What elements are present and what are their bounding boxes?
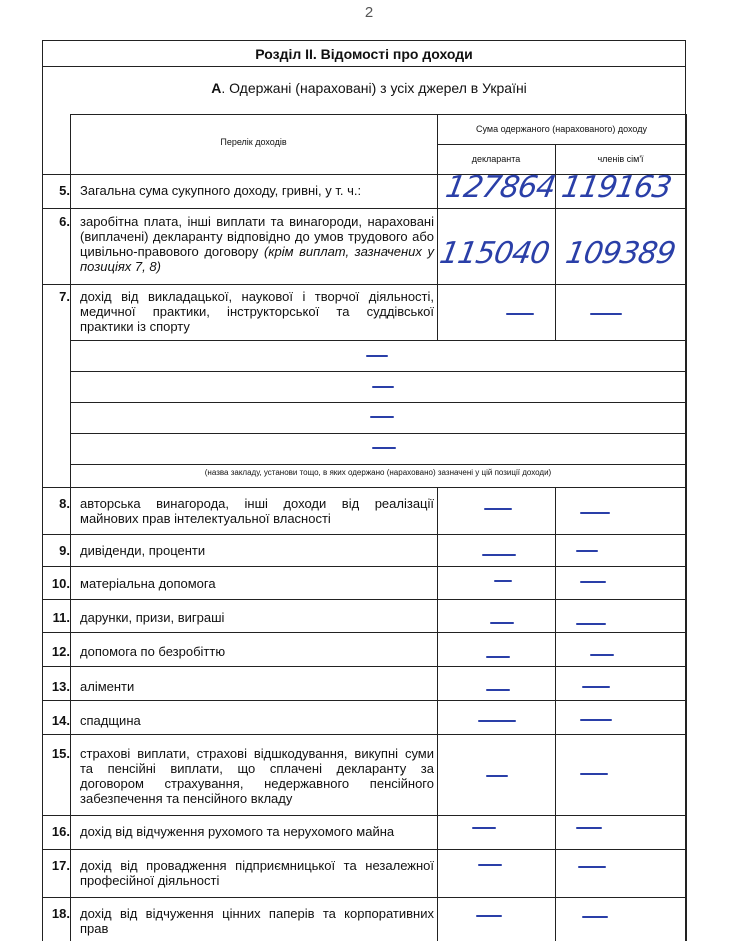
row-description: авторська винагорода, інші доходи від реалізації майнових прав інтелектуальної власності xyxy=(80,496,434,526)
institution-empty-dash xyxy=(372,447,396,449)
income-list-header: Перелік доходів xyxy=(220,137,287,147)
family-empty-dash xyxy=(578,866,606,868)
institution-empty-dash xyxy=(370,416,394,418)
handwritten-family-value: 109389 xyxy=(562,236,678,271)
page-number: 2 xyxy=(364,4,374,21)
section-title: Розділ ІІ. Відомості про доходи xyxy=(42,40,686,66)
institution-empty-dash xyxy=(366,355,388,357)
family-column-header: членів сім'ї xyxy=(597,154,644,164)
row-number: 17. xyxy=(51,858,70,873)
declarant-empty-dash xyxy=(482,554,516,556)
declarant-empty-dash xyxy=(494,580,512,582)
row-number: 12. xyxy=(51,644,70,659)
income-sum-header: Сума одержаного (нарахованого) доходу xyxy=(475,124,647,134)
family-empty-dash xyxy=(576,550,598,552)
row-number: 8. xyxy=(59,496,70,511)
family-empty-dash xyxy=(576,827,602,829)
row-description: дохід від відчуження цінних паперів та корпоративних прав xyxy=(80,906,434,936)
row-number: 18. xyxy=(51,906,70,921)
declarant-empty-dash xyxy=(490,622,514,624)
declarant-empty-dash xyxy=(478,864,502,866)
family-empty-dash xyxy=(580,581,606,583)
row-description-main: заробітна плата, інші виплати та винагороди, нараховані (виплачені) декларанту відповідно до умов трудового або цивільно-правового договору xyxy=(80,214,434,259)
declarant-empty-dash xyxy=(478,720,516,722)
row-description: дохід від відчуження рухомого та нерухомого майна xyxy=(80,824,395,839)
family-empty-dash xyxy=(590,654,614,656)
handwritten-family-value: 119163 xyxy=(558,170,674,205)
declarant-empty-dash xyxy=(472,827,496,829)
row-number: 14. xyxy=(51,713,70,728)
declarant-empty-dash xyxy=(506,313,534,315)
institution-note: (назва закладу, установи тощо, в яких одержано (нараховано) зазначені у цій позиції доходи) xyxy=(204,468,552,477)
row-description: дохід від провадження підприємницької та незалежної професійної діяльності xyxy=(80,858,434,888)
subsection-heading xyxy=(0,80,738,96)
family-empty-dash xyxy=(590,313,622,315)
row-number: 15. xyxy=(51,746,70,761)
subsection-title: . Одержані (нараховані) з усіх джерел в Україні xyxy=(221,80,527,96)
family-empty-dash xyxy=(580,773,608,775)
row-description: дивіденди, проценти xyxy=(80,543,206,558)
row-description: матеріальна допомога xyxy=(80,576,216,591)
declarant-empty-dash xyxy=(486,656,510,658)
family-empty-dash xyxy=(582,916,608,918)
institution-empty-dash xyxy=(372,386,394,388)
handwritten-declarant-value: 115040 xyxy=(436,236,552,271)
family-empty-dash xyxy=(580,512,610,514)
row-description: Загальна сума сукупного доходу, гривні, у т. ч.: xyxy=(80,183,362,198)
row-description: дохід від викладацької, наукової і творчої діяльності, медичної практики, інструкторської та суддівської практики із спорту xyxy=(80,289,434,334)
row-number: 9. xyxy=(59,543,70,558)
family-empty-dash xyxy=(582,686,610,688)
row-number: 7. xyxy=(59,289,70,304)
family-empty-dash xyxy=(576,623,606,625)
declarant-empty-dash xyxy=(484,508,512,510)
declarant-empty-dash xyxy=(476,915,502,917)
handwritten-declarant-value: 127864 xyxy=(442,170,558,205)
declarant-empty-dash xyxy=(486,775,508,777)
row-number: 10. xyxy=(51,576,70,591)
row-description: страхові виплати, страхові відшкодування, викупні суми та пенсійні виплати, що сплачені декларанту за договором страхування, недержавного пенсійного забезпечення та пенсійного вкладу xyxy=(80,746,434,806)
row-number: 16. xyxy=(51,824,70,839)
row-description: допомога по безробіттю xyxy=(80,644,226,659)
declarant-empty-dash xyxy=(486,689,510,691)
row-description xyxy=(80,214,434,274)
row-number: 6. xyxy=(59,214,70,229)
family-empty-dash xyxy=(580,719,612,721)
row-description-note: (крім виплат, зазначених у позиціях 7, 8) xyxy=(80,244,434,274)
row-description: спадщина xyxy=(80,713,141,728)
subsection-letter: А xyxy=(211,80,222,96)
row-description: дарунки, призи, виграші xyxy=(80,610,225,625)
row-number: 5. xyxy=(59,183,70,198)
declarant-column-header: декларанта xyxy=(471,154,521,164)
row-number: 11. xyxy=(52,610,70,625)
row-number: 13. xyxy=(51,679,70,694)
row-description: аліменти xyxy=(80,679,135,694)
